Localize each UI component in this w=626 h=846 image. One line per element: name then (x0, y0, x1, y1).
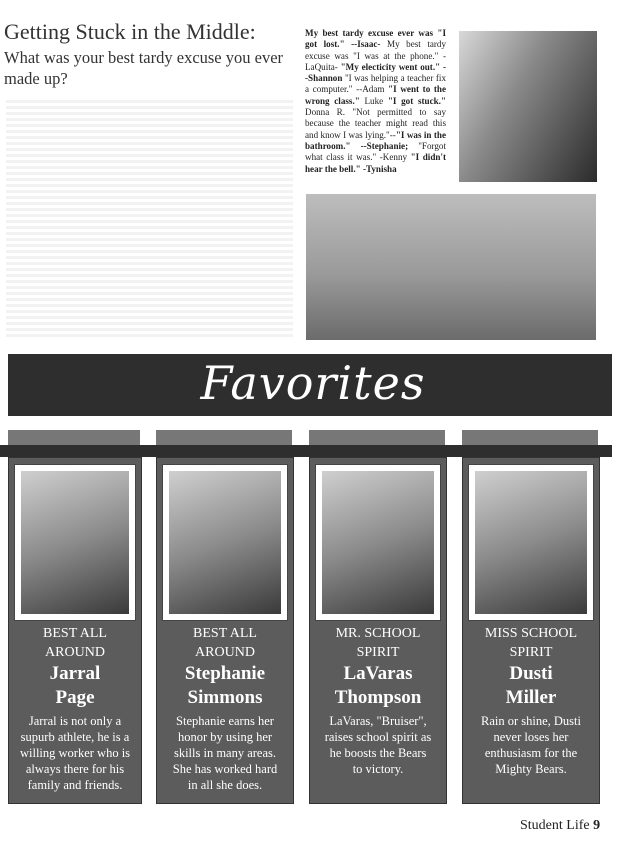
favorite-card (309, 457, 447, 804)
first-name: LaVaras (343, 663, 413, 684)
last-name: Thompson (334, 687, 422, 708)
card-text (157, 624, 293, 793)
excuse-author: -LaQuita- (305, 50, 446, 72)
last-name: Page (55, 687, 95, 708)
award-title: AROUND (45, 645, 105, 660)
page-headline: Getting Stuck in the Middle: (4, 19, 256, 44)
page-footer (520, 818, 600, 834)
first-name: Jarral (49, 663, 101, 684)
excuse-author: -Kenny (379, 152, 408, 163)
page-question: What was your best tardy excuse you ever made up? (4, 48, 284, 88)
award-title: BEST ALL (193, 626, 257, 641)
excuse-author: --Stephanie; (360, 140, 409, 151)
favorite-card (156, 457, 294, 804)
first-name: Stephanie (184, 663, 266, 684)
award-title: SPIRIT (509, 645, 553, 660)
excuse-quote: "I got stuck." (387, 95, 446, 106)
portrait-photo (315, 464, 441, 621)
excuse-quote: "Not permitted to say because the teacher might read this and know I was lying." (305, 107, 447, 140)
excuse-author: -Tynisha (362, 163, 397, 174)
card-text (9, 624, 141, 793)
card-tab (462, 430, 598, 445)
excuse-quote: "I went to the wrong class." (305, 84, 447, 106)
card-text (310, 624, 446, 777)
band-members-photo (6, 97, 293, 340)
award-title: MISS SCHOOL (484, 626, 578, 641)
portrait-photo (14, 464, 136, 621)
portrait-photo (162, 464, 288, 621)
last-name: Miller (505, 687, 557, 708)
award-title: BEST ALL (43, 626, 107, 641)
divider-strip (0, 445, 612, 457)
award-title: MR. SCHOOL (335, 626, 421, 641)
excuse-author: --Shannon (305, 61, 446, 84)
card-tab (156, 430, 292, 445)
excuse-quote: "I was in the bathroom." (305, 129, 446, 151)
excuse-quote: "Forgot what class it was." (305, 140, 446, 163)
description: Rain or shine, Dusti never loses her enthusiasm for the Mighty Bears. (481, 714, 581, 776)
card-text (463, 624, 599, 777)
footer-section: Student Life (520, 818, 590, 833)
excuse-quote: "My electicity went out." (340, 61, 441, 72)
award-title: AROUND (195, 645, 255, 660)
award-title: SPIRIT (356, 645, 400, 660)
excuse-author: -- (389, 129, 396, 140)
favorites-title: Favorites (200, 356, 426, 410)
excuse-quote: My best tardy excuse ever was "I got lost." (305, 28, 446, 50)
card-tab (8, 430, 140, 445)
excuse-author: --Adam (356, 84, 385, 95)
excuse-quote: My best tardy excuse was "I was at the phone." (305, 39, 447, 61)
first-name: Dusti (509, 663, 553, 684)
basketball-gym-photo (306, 194, 596, 340)
last-name: Simmons (187, 687, 263, 708)
excuse-author: Luke (364, 95, 384, 106)
card-tab (309, 430, 445, 445)
description: Stephanie earns her honor by using her skills in many areas. She has worked hard in all she does. (172, 714, 278, 792)
excuse-author: --Isaac- (351, 39, 381, 50)
tardy-excuses-text (305, 28, 446, 175)
page-number: 9 (593, 818, 601, 833)
excuse-quote: "I was helping a teacher fix a computer." (305, 73, 446, 95)
favorite-card (462, 457, 600, 804)
students-portrait-photo (459, 31, 597, 182)
portrait-photo (468, 464, 594, 621)
description: Jarral is not only a supurb athlete, he is a willing worker who is always there for his family and friends. (19, 714, 131, 792)
description: LaVaras, "Bruiser", raises school spirit as he boosts the Bears to victory. (324, 714, 432, 776)
favorite-card (8, 457, 142, 804)
excuse-author: Donna R. (305, 107, 345, 118)
excuse-quote: "I didn't hear the bell." (305, 152, 447, 174)
